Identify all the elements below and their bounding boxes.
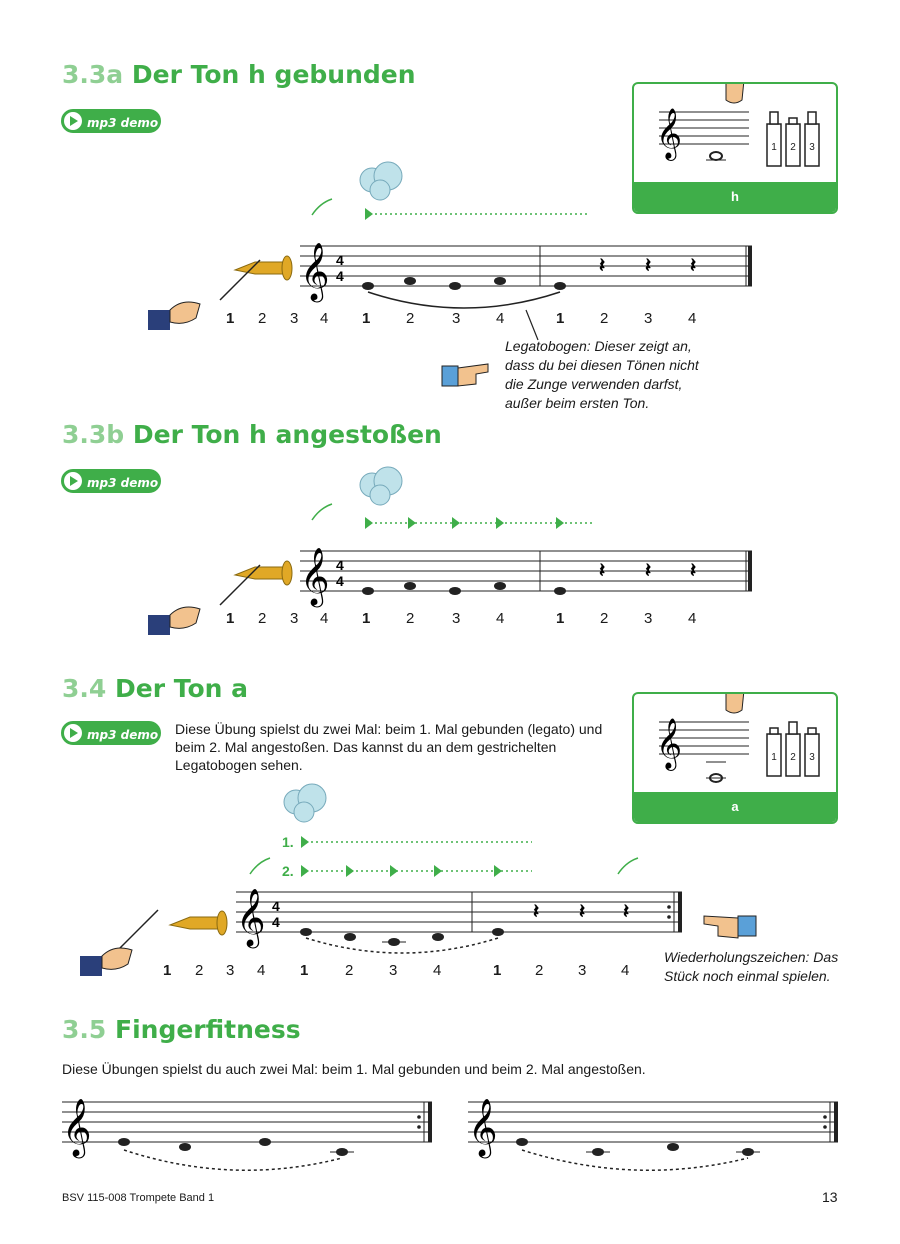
- mp3-demo-label: mp3 demo: [87, 116, 159, 130]
- section-3-4-title: [62, 674, 248, 703]
- music-row-3-4: [70, 780, 690, 980]
- pointer-arrow: [526, 310, 538, 340]
- final-barline: [748, 246, 752, 286]
- svg-text:𝄽: 𝄽: [644, 560, 652, 582]
- first-play-marker: 1.: [282, 834, 294, 850]
- treble-clef-icon: 𝄞: [468, 1098, 498, 1156]
- breath-arrow-icon: [618, 858, 638, 874]
- treble-clef-icon: 𝄞: [656, 108, 683, 159]
- pointing-hand-icon: [442, 360, 496, 390]
- whole-note: [710, 152, 722, 160]
- section-3-4-instructions: Diese Übung spielst du zwei Mal: beim 1. Mal gebunden (legato) und beim 2. Mal angestoßen. Das kannst du an dem gestrichelten Legatobogen sehen.: [175, 721, 603, 773]
- treble-clef-icon: 𝄞: [656, 718, 683, 769]
- play-arrow-icon: [365, 208, 373, 220]
- notes: [294, 928, 510, 946]
- cloud-icon: [360, 467, 402, 505]
- section-number: 3.5: [62, 1015, 107, 1044]
- staff-lines: [300, 246, 752, 286]
- dashed-legato-slur: [306, 938, 498, 953]
- time-signature-bottom: 4: [336, 573, 344, 589]
- mp3-demo-button-3-4[interactable]: [61, 721, 161, 745]
- valve-icon: [767, 112, 819, 166]
- play-arrow-icon: [301, 836, 309, 848]
- svg-text:𝄽: 𝄽: [622, 901, 630, 923]
- legato-slur: [368, 292, 560, 308]
- repeat-barline: [678, 892, 682, 932]
- svg-text:𝄽: 𝄽: [598, 255, 606, 277]
- breath-arrow-icon: [312, 504, 332, 520]
- cloud-icon: [360, 162, 402, 200]
- pointing-hand-icon: [700, 910, 760, 940]
- svg-text:𝄽: 𝄽: [532, 901, 540, 923]
- conductor-hand-icon: [148, 302, 200, 330]
- valve-1-label: 1: [771, 142, 777, 153]
- section-3-5-instructions: Diese Übungen spielst du auch zwei Mal: beim 1. Mal gebunden und beim 2. Mal angestoßen.: [62, 1061, 646, 1077]
- music-row-3-5: [60, 1090, 860, 1170]
- staff-lines: [62, 1102, 432, 1142]
- conductor-hand-icon: [148, 607, 200, 635]
- play-icon: [64, 112, 82, 130]
- legato-explanation: Legatobogen: Dieser zeigt an, dass du bei diesen Tönen nicht die Zunge verwenden darfst, außer beim ersten Ton.: [505, 338, 699, 411]
- breath-arrow-icon: [250, 858, 270, 874]
- time-signature-bottom: 4: [336, 268, 344, 284]
- pointing-hand-icon: [726, 82, 750, 103]
- staff-lines: [236, 892, 682, 932]
- valve-1-label: 1: [771, 752, 777, 763]
- section-3-3a-title: [62, 60, 416, 89]
- svg-text:𝄽: 𝄽: [578, 901, 586, 923]
- treble-clef-icon: 𝄞: [300, 242, 330, 300]
- valve-2-label: 2: [790, 752, 796, 763]
- footer-book-title: BSV 115-008 Trompete Band 1: [62, 1192, 215, 1204]
- svg-text:𝄽: 𝄽: [689, 560, 697, 582]
- page-number: 13: [822, 1189, 838, 1205]
- time-signature-top: 4: [336, 557, 344, 573]
- conductor-hand-icon: [80, 948, 132, 976]
- section-number: 3.4: [62, 674, 107, 703]
- notes: [112, 1138, 354, 1156]
- play-icon: [64, 472, 82, 490]
- pointing-hand-icon: [726, 692, 750, 713]
- section-number: 3.3a: [62, 60, 124, 89]
- second-play-marker: 2.: [282, 863, 294, 879]
- section-3-5-title: [62, 1015, 301, 1044]
- section-title-text: Der Ton h angestoßen: [132, 420, 442, 449]
- section-3-3b-title: [62, 420, 442, 449]
- treble-clef-icon: 𝄞: [236, 888, 266, 946]
- valve-icon: [767, 722, 819, 776]
- valve-3-label: 3: [809, 142, 815, 153]
- svg-text:𝄽: 𝄽: [644, 255, 652, 277]
- staff-lines: [468, 1102, 838, 1142]
- time-signature-top: 4: [272, 898, 280, 914]
- trumpet-icon: [170, 911, 227, 935]
- repeat-sign-explanation: Wiederholungszeichen: Das Stück noch einmal spielen.: [664, 949, 839, 984]
- notes: [510, 1138, 760, 1156]
- cloud-icon: [284, 784, 326, 822]
- fingering-note-label: h: [634, 182, 836, 212]
- mp3-demo-button-3-3a[interactable]: [61, 109, 161, 133]
- valve-3-label: 3: [809, 752, 815, 763]
- treble-clef-icon: 𝄞: [62, 1098, 92, 1156]
- fingering-note-label: a: [634, 792, 836, 822]
- mp3-demo-label: mp3 demo: [87, 728, 159, 742]
- treble-clef-icon: 𝄞: [300, 547, 330, 605]
- section-number: 3.3b: [62, 420, 125, 449]
- play-icon: [64, 724, 82, 742]
- breath-arrow-icon: [312, 199, 332, 215]
- section-title-text: Der Ton a: [115, 674, 249, 703]
- play-arrow-icon: [365, 517, 564, 529]
- svg-text:𝄽: 𝄽: [689, 255, 697, 277]
- valve-2-label: 2: [790, 142, 796, 153]
- svg-text:𝄽: 𝄽: [598, 560, 606, 582]
- final-barline: [748, 551, 752, 591]
- time-signature-bottom: 4: [272, 914, 280, 930]
- section-title-text: Der Ton h gebunden: [131, 60, 416, 89]
- staff-lines: [300, 551, 752, 591]
- time-signature-top: 4: [336, 252, 344, 268]
- mp3-demo-label: mp3 demo: [87, 476, 159, 490]
- section-title-text: Fingerfitness: [115, 1015, 301, 1044]
